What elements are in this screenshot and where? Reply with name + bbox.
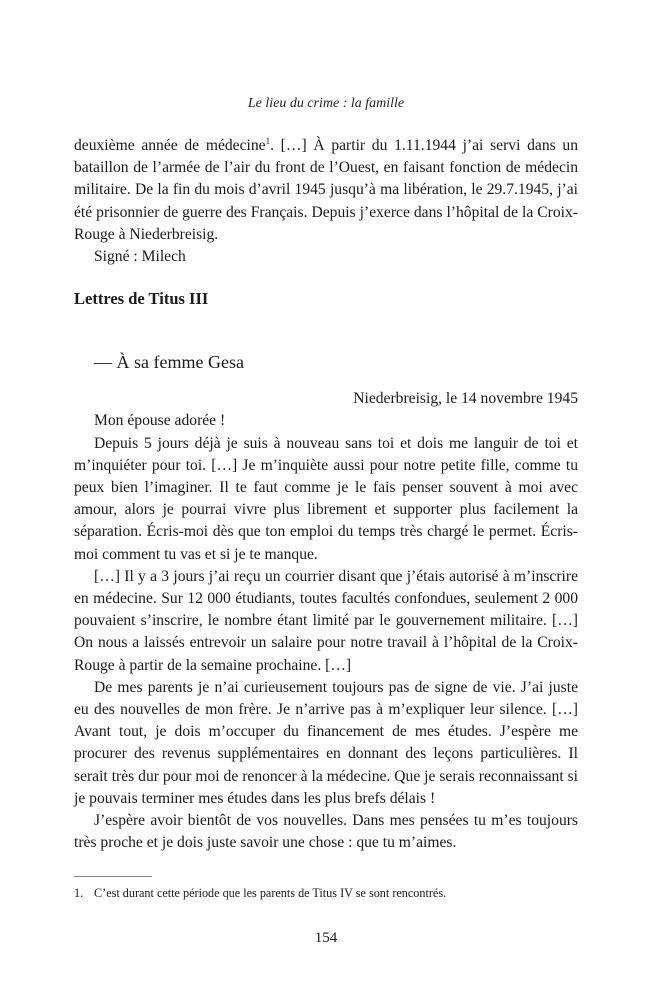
intro-text-rest: . […] À partir du 1.11.1944 j’ai servi dans un bataillon de l’armée de l’air du front de l’Ouest, en faisant fonction de médecin militaire. De la fin du mois d’avril 1945 jusqu’à ma libération, le 29.7.1945, j’ai été prisonnier de guerre des Français. Depuis j’exerce dans l’hôpital de la Croix-Rouge à Niederbreisig.	[74, 137, 578, 243]
running-head: Le lieu du crime : la famille	[247, 96, 405, 111]
footnote-text: C’est durant cette période que les parents de Titus IV se sont rencontrés.	[94, 886, 447, 900]
footnote-divider	[74, 876, 152, 877]
footnote	[74, 885, 578, 901]
intro-text-start: deuxième année de médecine	[74, 137, 266, 154]
signature: Signé : Milech	[94, 248, 186, 266]
letter-paragraph: J’espère avoir bientôt de vos nouvelles. Dans mes pensées tu m’es toujours très proche et je dois juste savoir une chose : que tu m’aimes.	[74, 812, 578, 852]
body-text	[74, 135, 578, 854]
section-title: Lettres de Titus III	[74, 289, 209, 309]
page-number: 154	[314, 930, 338, 946]
letter-paragraph: Depuis 5 jours déjà je suis à nouveau sans toi et dois me languir de toi et m’inquiéter pour toi. […] Je m’inquiète aussi pour notre petite fille, comme tu peux bien l’imaginer. Il te faut comme je le fais penser souvent à moi avec amour, alors je pourrai vivre plus librement et supporter plus facilement la séparation. Écris-moi dès que ton emploi du temps très chargé le permet. Écris-moi comment tu vas et si je te manque.	[74, 434, 578, 563]
footnote-reference: 1	[265, 135, 271, 146]
letter-salutation: Mon épouse adorée !	[94, 412, 226, 430]
book-page	[74, 0, 578, 1006]
intro-paragraph	[74, 135, 578, 246]
letter-paragraph: […] Il y a 3 jours j’ai reçu un courrier disant que j’étais autorisé à m’inscrire en médecine. Sur 12 000 étudiants, toutes facultés confondues, seulement 2 000 pouvaient s’inscrire, le nombre étant limité par le gouvernement militaire. […] On nous a laissés entrevoir un salaire pour notre travail à l’hôpital de la Croix-Rouge à partir de la semaine prochaine. […]	[74, 567, 578, 674]
footnote-number: 1.	[74, 886, 84, 900]
subsection-title: — À sa femme Gesa	[94, 352, 244, 373]
letter-paragraph: De mes parents je n’ai curieusement toujours pas de signe de vie. J’ai juste eu des nouvelles de mon frère. Je n’arrive pas à m’expliquer leur silence. […] Avant tout, je dois m’occuper du financement de mes études. J’espère me procurer des revenus supplémentaires en donnant des leçons particulières. Il serait très dur pour moi de renoncer à la médecine. Que je serais reconnaissant si je pouvais terminer mes études dans les plus brefs délais !	[74, 678, 578, 807]
letter-dateline: Niederbreisig, le 14 novembre 1945	[353, 390, 578, 408]
